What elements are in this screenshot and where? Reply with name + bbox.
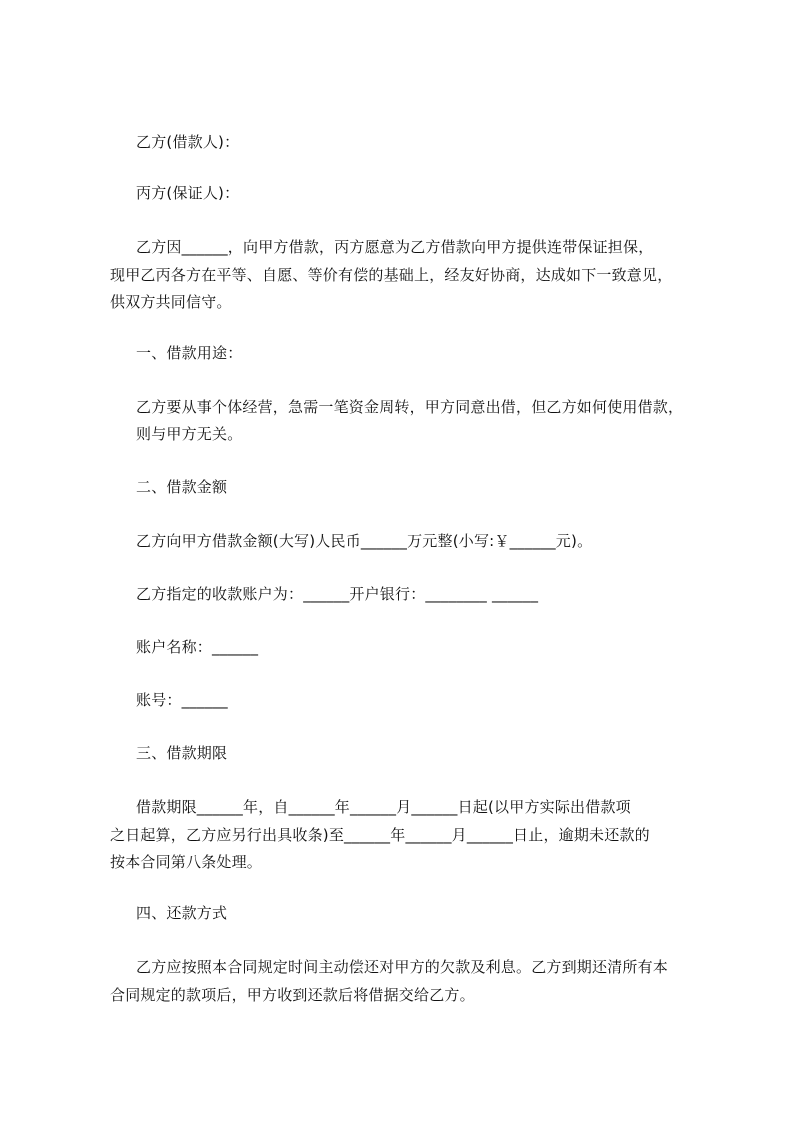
section-4-line-1: 乙方应按照本合同规定时间主动偿还对甲方的欠款及利息。乙方到期还清所有本 xyxy=(136,958,669,976)
intro-line-1: 乙方因______，向甲方借款，丙方愿意为乙方借款向甲方提供连带保证担保， xyxy=(136,238,654,256)
section-4-title: 四、还款方式 xyxy=(136,904,228,922)
party-c-label: 丙方(保证人)： xyxy=(136,184,240,202)
loan-amount-line: 乙方向甲方借款金额(大写)人民币______万元整(小写:￥______元)。 xyxy=(136,532,593,550)
intro-line-2: 现甲乙丙各方在平等、自愿、等价有偿的基础上，经友好协商，达成如下一致意见， xyxy=(110,266,673,284)
section-3-line-3: 按本合同第八条处理。 xyxy=(110,853,263,871)
intro-line-3: 供双方共同信守。 xyxy=(110,293,232,311)
section-3-line-2: 之日起算，乙方应另行出具收条)至______年______月______日止，逾期未还款的 xyxy=(110,826,650,844)
account-number-line: 账号：______ xyxy=(136,691,228,709)
party-b-label: 乙方(借款人)： xyxy=(136,133,240,151)
section-1-title: 一、借款用途： xyxy=(136,344,243,362)
section-3-line-1: 借款期限______年，自______年______月______日起(以甲方实际出借款项 xyxy=(136,798,631,816)
section-4-line-2: 合同规定的款项后，甲方收到还款后将借据交给乙方。 xyxy=(110,986,475,1004)
section-2-title: 二、借款金额 xyxy=(136,478,228,496)
section-3-title: 三、借款期限 xyxy=(136,744,228,762)
section-1-line-1: 乙方要从事个体经营，急需一笔资金周转，甲方同意出借，但乙方如何使用借款， xyxy=(136,398,684,416)
account-name-line: 账户名称：______ xyxy=(136,638,259,656)
receiving-account-line: 乙方指定的收款账户为：______开户银行：________ ______ xyxy=(136,585,539,603)
section-1-line-2: 则与甲方无关。 xyxy=(136,425,243,443)
